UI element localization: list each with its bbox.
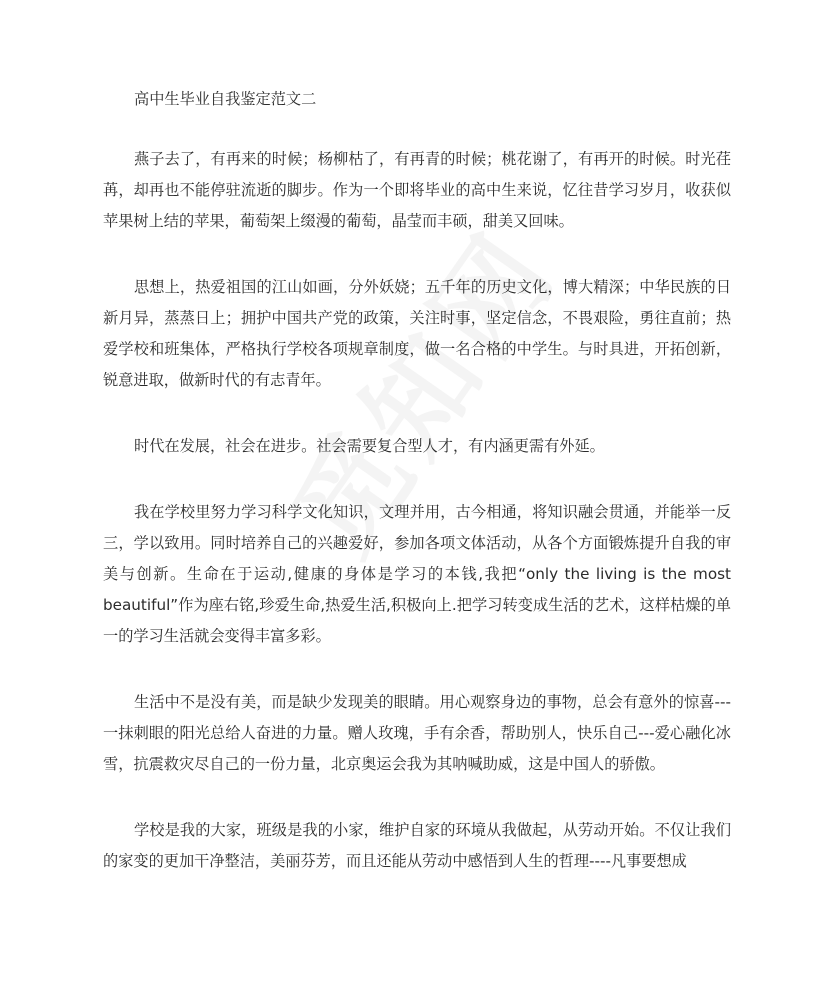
- paragraph-5: 生活中不是没有美，而是缺少发现美的眼睛。用心观察身边的事物，总会有意外的惊喜---一抹刺眼的阳光总给人奋进的力量。赠人玫瑰，手有余香，帮助别人，快乐自己---爱心融化冰雪，抗震救灾尽自己的一份力量，北京奥运会我为其呐喊助威，这是中国人的骄傲。: [103, 693, 731, 773]
- paragraph-1: 燕子去了，有再来的时候；杨柳枯了，有再青的时候；桃花谢了，有再开的时候。时光荏苒，却再也不能停驻流逝的脚步。作为一个即将毕业的高中生来说，忆往昔学习岁月，收获似苹果树上结的苹果，葡萄架上缀漫的葡萄，晶莹而丰硕，甜美又回味。: [103, 150, 731, 230]
- document-page: [103, 84, 731, 912]
- document-title: 高中生毕业自我鉴定范文二: [134, 90, 317, 108]
- paragraph-3: 时代在发展，社会在进步。社会需要复合型人才，有内涵更需有外延。: [134, 437, 605, 455]
- paragraph-4: 我在学校里努力学习科学文化知识，文理并用，古今相通，将知识融会贯通，并能举一反三，学以致用。同时培养自己的兴趣爱好，参加各项文体活动，从各个方面锻炼提升自我的审美与创新。生命在于运动,健康的身体是学习的本钱,我把“only the living is the most beautiful”作为座右铭,珍爱生命,热爱生活,积极向上.把学习转变成生活的艺术，这样枯燥的单一的学习生活就会变得丰富多彩。: [103, 503, 731, 645]
- paragraph-2: 思想上，热爱祖国的江山如画，分外妖娆；五千年的历史文化，博大精深；中华民族的日新月异，蒸蒸日上；拥护中国共产党的政策，关注时事，坚定信念，不畏艰险，勇往直前；热爱学校和班集体，严格执行学校各项规章制度，做一名合格的中学生。与时具进，开拓创新，锐意进取，做新时代的有志青年。: [103, 278, 731, 389]
- paragraph-6: 学校是我的大家，班级是我的小家，维护自家的环境从我做起，从劳动开始。不仅让我们的家变的更加干净整洁，美丽芬芳，而且还能从劳动中感悟到人生的哲理----凡事要想成: [103, 821, 731, 870]
